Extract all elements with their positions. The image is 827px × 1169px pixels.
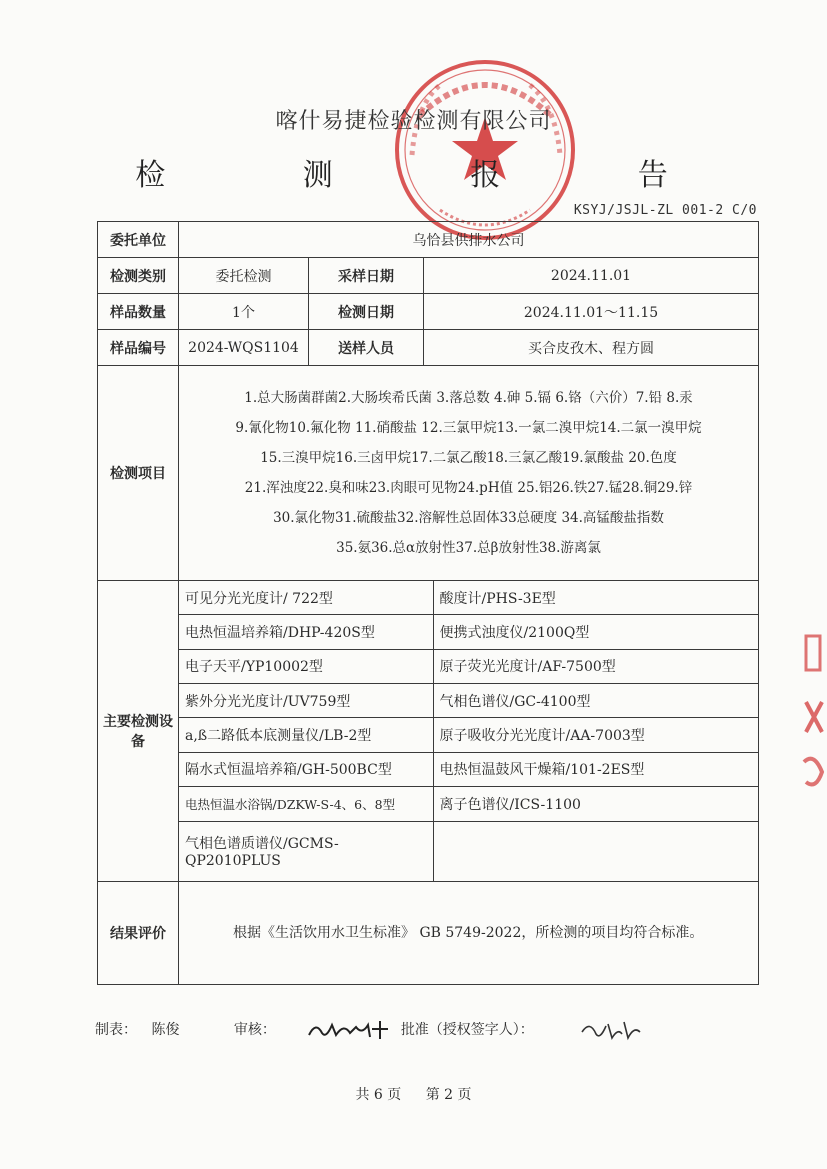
total-pages: 共 6 页	[355, 1087, 402, 1103]
test-items-list	[179, 366, 759, 581]
equipment-item: 原子吸收分光光度计/AA-7003型	[433, 718, 758, 752]
prepared-label: 制表：	[95, 1022, 137, 1038]
equipment-row	[179, 821, 758, 881]
equipment-item: 电热恒温水浴锅/DZKW-S-4、6、8型	[179, 787, 433, 821]
approved-label: 批准（授权签字人）：	[400, 1022, 534, 1038]
sample-no-label: 样品编号	[98, 330, 179, 366]
test-items-line: 1.总大肠菌群菌2.大肠埃希氏菌 3.落总数 4.砷 5.镉 6.铬（六价）7.铅 8.汞	[244, 390, 693, 406]
approver-signature	[578, 1018, 642, 1042]
document-number: KSYJ/JSJL-ZL 001-2 C/0	[573, 203, 757, 218]
equipment-item: 电热恒温鼓风干燥箱/101-2ES型	[433, 752, 758, 786]
equipment-table	[179, 581, 758, 881]
equipment-row	[179, 752, 758, 786]
conclusion-label: 结果评价	[98, 882, 179, 985]
equipment-row	[179, 683, 758, 717]
equipment-row	[179, 649, 758, 683]
equipment-item: 离子色谱仪/ICS-1100	[433, 787, 758, 821]
signature-row	[95, 1018, 755, 1042]
conclusion-text: 根据《生活饮用水卫生标准》 GB 5749-2022，所检测的项目均符合标准。	[179, 882, 759, 985]
test-type-label: 检测类别	[98, 258, 179, 294]
equipment-row	[179, 581, 758, 615]
reviewer-signature	[306, 1019, 392, 1041]
equipment-item	[433, 821, 758, 881]
equipment-item: 可见分光光度计/ 722型	[179, 581, 433, 615]
test-items-line: 21.浑浊度22.臭和味23.肉眼可见物24.pH值 25.铝26.铁27.锰28.铜29.锌	[244, 480, 693, 496]
prepared-name: 陈俊	[151, 1022, 180, 1038]
equipment-cell	[179, 581, 759, 882]
equipment-item: 电子天平/YP10002型	[179, 649, 433, 683]
equipment-item: 原子荧光光度计/AF-7500型	[433, 649, 758, 683]
equipment-item: 便携式浊度仪/2100Q型	[433, 615, 758, 649]
company-name: 喀什易捷检验检测有限公司	[275, 109, 552, 134]
equipment-row	[179, 615, 758, 649]
client-label: 委托单位	[98, 222, 179, 258]
test-items-line: 15.三溴甲烷16.三卤甲烷17.二氯乙酸18.三氯乙酸19.氯酸盐 20.色度	[260, 450, 677, 466]
equipment-item: 气相色谱质谱仪/GCMS-QP2010PLUS	[179, 821, 433, 881]
client-value: 乌恰县供排水公司	[179, 222, 759, 258]
equipment-item: 气相色谱仪/GC-4100型	[433, 683, 758, 717]
sender-value: 买合皮孜木、程方圆	[424, 330, 759, 366]
test-items-line: 35.氨36.总α放射性37.总β放射性38.游离氯	[336, 540, 601, 556]
test-items-line: 9.氰化物10.氟化物 11.硝酸盐 12.三氯甲烷13.一氯二溴甲烷14.二氯一溴甲烷	[235, 420, 702, 436]
equipment-item: 隔水式恒温培养箱/GH-500BC型	[179, 752, 433, 786]
equipment-item: 酸度计/PHS-3E型	[433, 581, 758, 615]
equipment-item: 电热恒温培养箱/DHP-420S型	[179, 615, 433, 649]
sample-qty-value: 1个	[179, 294, 309, 330]
equipment-row	[179, 787, 758, 821]
sample-no-value: 2024-WQS1104	[179, 330, 309, 366]
test-date-label: 检测日期	[309, 294, 424, 330]
equipment-item: a,ß二路低本底测量仪/LB-2型	[179, 718, 433, 752]
test-items-label: 检测项目	[98, 366, 179, 581]
sample-qty-label: 样品数量	[98, 294, 179, 330]
test-date-value: 2024.11.01～11.15	[424, 294, 759, 330]
reviewed-label: 审核：	[233, 1022, 276, 1038]
sample-date-value: 2024.11.01	[424, 258, 759, 294]
page-footer	[0, 1084, 827, 1104]
test-items-line: 30.氯化物31.硫酸盐32.溶解性总固体33总硬度 34.高锰酸盐指数	[273, 510, 664, 526]
page-number: 第 2 页	[425, 1087, 472, 1103]
equipment-item: 紫外分光光度计/UV759型	[179, 683, 433, 717]
report-table	[97, 221, 759, 985]
report-title: 检 测 报 告	[135, 158, 732, 193]
sender-label: 送样人员	[309, 330, 424, 366]
sample-date-label: 采样日期	[309, 258, 424, 294]
margin-seal-fragment	[800, 632, 827, 797]
test-type-value: 委托检测	[179, 258, 309, 294]
equipment-label: 主要检测设备	[98, 581, 179, 882]
equipment-row	[179, 718, 758, 752]
